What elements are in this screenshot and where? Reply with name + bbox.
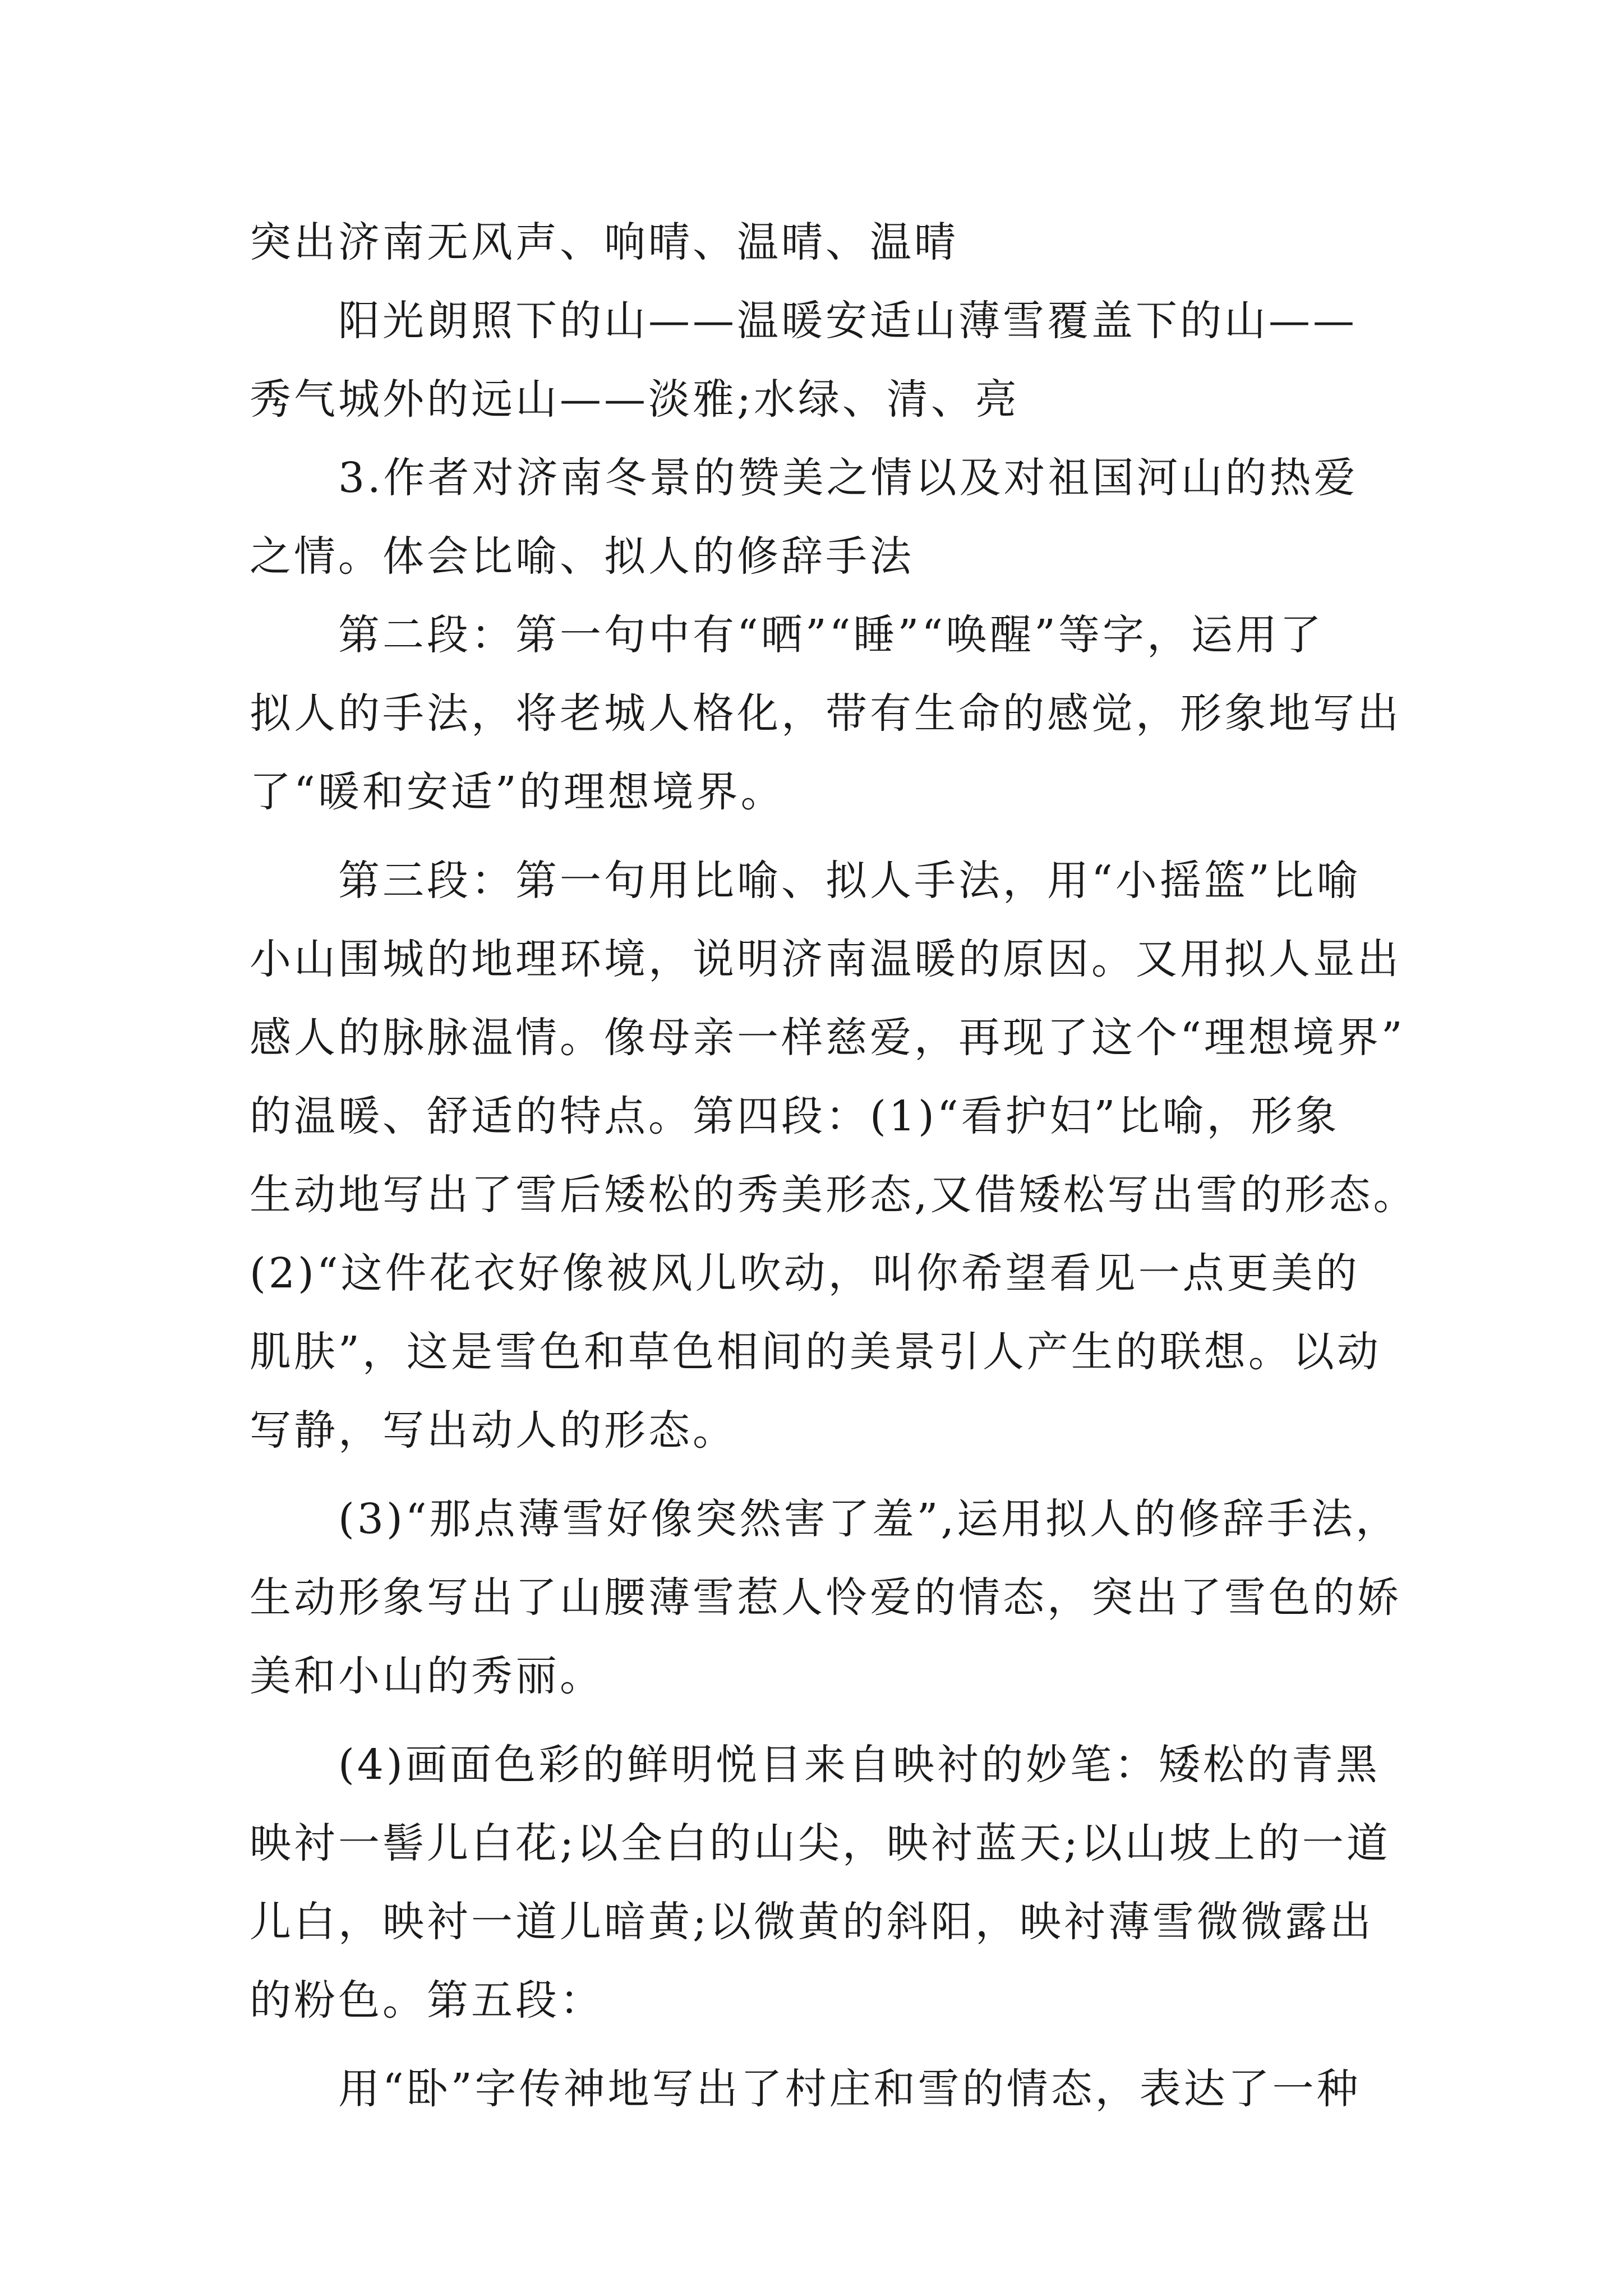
document-body bbox=[250, 203, 1418, 2128]
text-line: 第三段：第一句用比喻、拟人手法，用“小摇篮”比喻 bbox=[338, 857, 1361, 905]
paragraph bbox=[250, 1726, 1391, 2040]
text-line: 美和小山的秀丽。 bbox=[250, 1652, 604, 1700]
text-line: (3)“那点薄雪好像突然害了羞”,运用拟人的修辞手法， bbox=[338, 1495, 1400, 1543]
text-line: (4)画面色彩的鲜明悦目来自映衬的妙笔：矮松的青黑 bbox=[338, 1741, 1380, 1789]
paragraph bbox=[250, 596, 1401, 831]
paragraph bbox=[250, 1480, 1401, 1715]
text-line: 小山围城的地理环境，说明济南温暖的原因。又用拟人显出 bbox=[250, 935, 1401, 983]
text-line: 之情。体会比喻、拟人的修辞手法 bbox=[250, 532, 914, 581]
paragraph bbox=[250, 203, 1377, 282]
text-line: 突出济南无风声、响晴、温晴、温晴 bbox=[250, 218, 958, 266]
text-line: 的粉色。第五段： bbox=[250, 1976, 604, 2024]
text-line: 了“暖和安适”的理想境界。 bbox=[250, 768, 785, 816]
text-line: 肌肤”，这是雪色和草色相间的美景引人产生的联想。以动 bbox=[250, 1328, 1381, 1376]
text-line: 映衬一髻儿白花;以全白的山尖，映衬蓝天;以山坡上的一道 bbox=[250, 1819, 1391, 1867]
paragraph bbox=[250, 841, 1418, 1470]
text-line: 写静，写出动人的形态。 bbox=[250, 1406, 737, 1455]
text-line: 第二段：第一句中有“晒”“睡”“唤醒”等字，运用了 bbox=[338, 611, 1324, 659]
paragraph bbox=[250, 439, 1377, 596]
text-line: 的温暖、舒适的特点。第四段：(1)“看护妇”比喻，形象 bbox=[250, 1092, 1340, 1140]
text-line: 秀气城外的远山——淡雅;水绿、清、亮 bbox=[250, 375, 1020, 424]
text-line: 生动地写出了雪后矮松的秀美形态,又借矮松写出雪的形态。 bbox=[250, 1171, 1418, 1219]
paragraph bbox=[250, 282, 1377, 439]
text-line: 拟人的手法，将老城人格化，带有生命的感觉，形象地写出 bbox=[250, 689, 1401, 738]
text-line: (2)“这件花衣好像被风儿吹动，叫你希望看见一点更美的 bbox=[250, 1249, 1360, 1297]
text-line: 感人的脉脉温情。像母亲一样慈爱，再现了这个“理想境界” bbox=[250, 1014, 1405, 1062]
text-line: 阳光朗照下的山——温暖安适山薄雪覆盖下的山—— bbox=[338, 297, 1357, 345]
text-line: 3.作者对济南冬景的赞美之情以及对祖国河山的热爱 bbox=[338, 454, 1358, 502]
paragraph bbox=[250, 2050, 1377, 2128]
text-line: 儿白，映衬一道儿暗黄;以微黄的斜阳，映衬薄雪微微露出 bbox=[250, 1898, 1374, 1946]
text-line: 用“卧”字传神地写出了村庄和雪的情态，表达了一种 bbox=[338, 2065, 1361, 2113]
text-line: 生动形象写出了山腰薄雪惹人怜爱的情态，突出了雪色的娇 bbox=[250, 1573, 1401, 1622]
